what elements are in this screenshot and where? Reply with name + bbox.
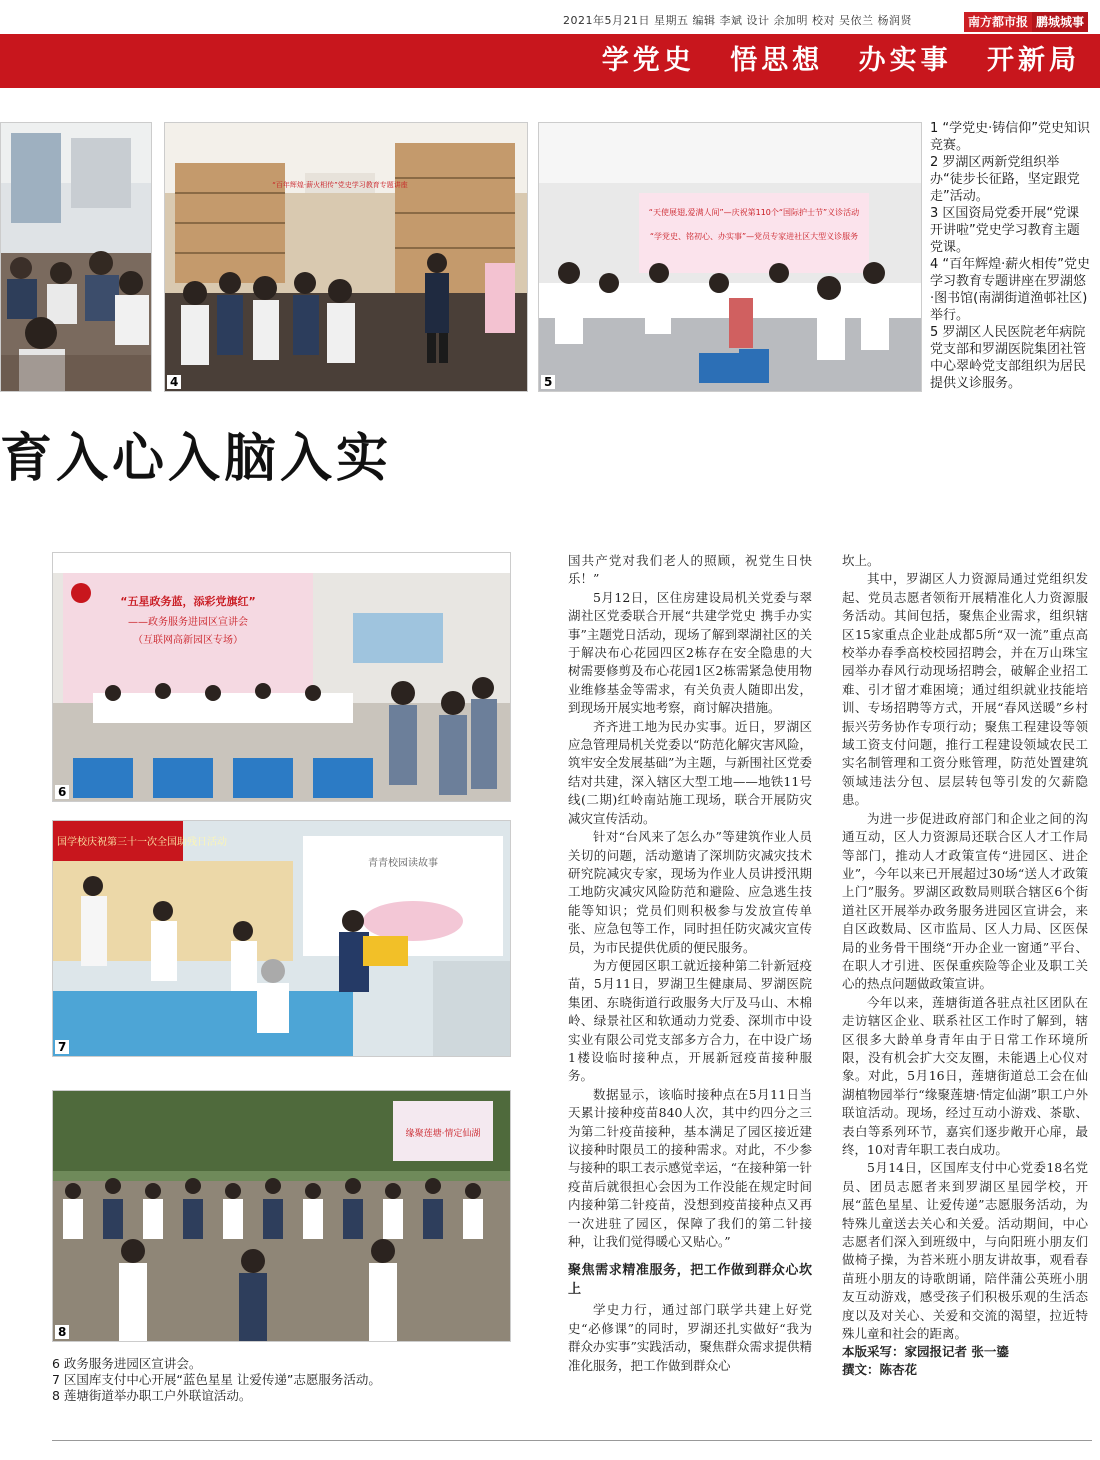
caption-8: 8 莲塘街道举办职工户外联谊活动。 (52, 1388, 252, 1403)
paragraph: 针对“台风来了怎么办”等建筑作业人员关切的问题，活动邀请了深圳防灾减灾技术研究院减灾专家，现场为作业人员讲授汛期工地防灾减灾风险防范和避险、应急逃生技能等知识；党员们则积极参与发放宣传单张、应急包等工作，同时担任防灾减灾宣传员，为市民提供优质的便民服务。 (568, 829, 812, 955)
photo-7 (52, 820, 511, 1057)
paragraph: 5月14日，区国库支付中心党委18名党员、团员志愿者来到罗湖区星园学校，开展“蓝色星星、让爱传递”志愿服务活动，为特殊儿童送去关心和关爱。活动期间，中心志愿者们深入到班级中，与向阳班小朋友们做椅子操，为苔米班小朋友讲故事，观看春苗班小朋友的诗歌朗诵，陪伴蒲公英班小朋友互动游戏，感受孩子们积极乐观的生活态度以及对关心、关爱和交流的渴望，拉近特殊儿童和社会的距离。 (842, 1160, 1088, 1342)
footer-rule (52, 1440, 1092, 1441)
photo-number: 5 (541, 375, 555, 389)
caption-7: 7 区国库支付中心开展“蓝色星星 让爱传递”志愿服务活动。 (52, 1372, 381, 1387)
paragraph: 数据显示，该临时接种点在5月11日当天累计接种疫苗840人次，其中约四分之三为第二针疫苗接种，基本满足了园区接近建议接种时限员工的接种需求。对此，不少参与接种的职工表示感觉幸运，“在接种第一针疫苗后就很担心会因为工作没能在规定时间内接种第二针疫苗，没想到疫苗接种点又再一次进驻了园区，保障了我们的第二针接种，让我们觉得暖心又贴心。” (568, 1086, 812, 1250)
p6-screen-title: “五星政务蓝，添彩党旗红” (120, 595, 256, 608)
photo-number: 7 (55, 1040, 69, 1054)
paragraph: 国共产党对我们老人的照顾，祝党生日快乐！” (568, 553, 812, 587)
photo-meeting (0, 122, 152, 392)
article-column-3 (842, 552, 1088, 1379)
logo-brand: 南方都市报 (964, 12, 1032, 32)
bottom-caption-list (52, 1356, 381, 1404)
caption-5: 5 罗湖区人民医院老年病院党支部和罗湖医院集团社管中心翠岭党支部组织为居民提供义诊服务。 (930, 325, 1087, 391)
logo-edition: 鹏城城事 (1032, 12, 1088, 32)
photo-5 (538, 122, 922, 392)
section-subhead: 聚焦需求精准服务，把工作做到群众心坎上 (568, 1263, 812, 1298)
caption-4: 4 “百年辉煌·薪火相传”党史学习教育专题讲座在罗湖悠·图书馆(南湖街道渔邨社区)举行。 (930, 257, 1091, 323)
photo-6 (52, 552, 511, 802)
photo-4 (164, 122, 528, 392)
photo-8 (52, 1090, 511, 1342)
photo-number: 6 (55, 785, 69, 799)
paragraph: 齐齐进工地为民办实事。近日，罗湖区应急管理局机关党委以“防范化解灾害风险，筑牢安全发展基础”为主题，与新围社区党委结对共建，深入辖区大型工地——地铁11号线(二期)红岭南站施工现场，联合开展防灾减灾宣传活动。 (568, 718, 812, 826)
headline: 育入心入脑入实 (0, 429, 393, 489)
paragraph: 其中，罗湖区人力资源局通过党组织发起、党员志愿者领衔开展精准化人力资源服务活动。其间包括，聚焦企业需求，组织辖区15家重点企业赴成都5所“双一流”重点高校举办春季高校校园招聘会，并在万山珠宝园举办春风行动现场招聘会，破解企业招工难、引才留才难困境；通过组织就业技能培训、专场招聘等方式，开展“春风送暖”乡村振兴劳务协作专项行动；聚焦工程建设等领域工资支付问题，推行工程建设领域农民工实名制管理和工资分账管理，防范处置建筑领域违法分包、层层转包等引发的欠薪隐患。 (842, 571, 1088, 808)
byline-writer: 撰文：陈杏花 (842, 1362, 918, 1378)
byline-reporter: 本版采写：家园报记者 张一鎏 (842, 1344, 1009, 1360)
p5-banner-text-1: “天使展翅,爱满人间”—庆祝第110个“国际护士节”义诊活动 (648, 208, 860, 217)
masthead-logo (964, 12, 1088, 32)
top-caption-list (930, 120, 1090, 392)
p6-screen-subtitle: ——政务服务进园区宣讲会 (128, 617, 248, 628)
dateline: 2021年5月21日 星期五 编辑 李斌 设计 余加明 校对 吴依兰 杨润贤 (563, 14, 912, 27)
article-column-2 (568, 552, 812, 1375)
banner-slogan: 学党史 悟思想 办实事 开新局 (601, 45, 1080, 76)
paragraph: 学史力行，通过部门联学共建上好党史“必修课”的同时，罗湖还扎实做好“我为群众办实事”实践活动，聚焦群众需求提供精准化服务，把工作做到群众心 (568, 1302, 812, 1373)
p6-screen-special: （互联网高新园区专场） (133, 635, 243, 646)
paragraph: 为进一步促进政府部门和企业之间的沟通互动，区人力资源局还联合区人才工作局等部门，推动人才政策宣传“进园区、进企业”，今年以来已开展超过30场“送人才政策上门”服务。罗湖区政数局则联合辖区6个街道社区开展举办政务服务进园区宣讲会，来自区政数局、区市监局、区人力局、区医保局的业务骨干围绕“开办企业一窗通”平台、在职人才引进、医保重疾险等企业及职工关心的热点问题做政策宣讲。 (842, 810, 1088, 992)
p7-screen-text: 青青校园读故事 (368, 858, 438, 869)
paragraph: 5月12日，区住房建设局机关党委与翠湖社区党委联合开展“共建学党史 携手办实事”主题党日活动，现场了解到翠湖社区的关于解决布心花园四区2栋存在安全隐患的大树需要修剪及布心花园1区2栋需紧急使用物业维修基金等需求，有关负责人随即出发，到现场开展实地考察，商讨解决措施。 (568, 589, 812, 716)
photo-number: 4 (167, 375, 181, 389)
paragraph: 坎上。 (842, 553, 880, 568)
caption-3: 3 区国资局党委开展“党课开讲啦”党史学习教育主题党课。 (930, 206, 1080, 255)
p7-banner-text: 国学校庆祝第三十一次全国助残日活动 (57, 837, 227, 848)
caption-6: 6 政务服务进园区宣讲会。 (52, 1356, 202, 1371)
caption-1: 1 “学党史·铸信仰”党史知识竞赛。 (930, 121, 1091, 153)
p4-banner-text: “百年辉煌·薪火相传”党史学习教育专题讲座 (272, 181, 408, 189)
photo-number: 8 (55, 1325, 69, 1339)
caption-2: 2 罗湖区两新党组织举办“徒步长征路，坚定跟党走”活动。 (930, 155, 1080, 204)
paragraph: 为方便园区职工就近接种第二针新冠疫苗，5月11日，罗湖卫生健康局、罗湖医院集团、东晓街道行政服务大厅及马山、木棉岭、绿景社区和软通动力党委、深圳市中设实业有限公司党支部多方合力，在中设广场1楼设临时接种点，开展新冠疫苗接种服务。 (568, 957, 812, 1084)
paragraph: 今年以来，莲塘街道各驻点社区团队在走访辖区企业、联系社区工作时了解到，辖区很多大龄单身青年由于日常工作环境所限，没有机会扩大交友圈，未能遇上心仪对象。对此，5月16日，莲塘街道总工会在仙湖植物园举行“缘聚莲塘·情定仙湖”职工户外联谊活动。现场，经过互动小游戏、茶歇、表白等系列环节，嘉宾们逐步敞开心扉，最终，10对青年职工表白成功。 (842, 994, 1088, 1157)
p5-banner-text-2: “学党史、铭初心、办实事”—党员专家进社区大型义诊服务 (649, 232, 859, 241)
p8-sign-text: 缘聚莲塘·情定仙湖 (405, 1129, 481, 1139)
